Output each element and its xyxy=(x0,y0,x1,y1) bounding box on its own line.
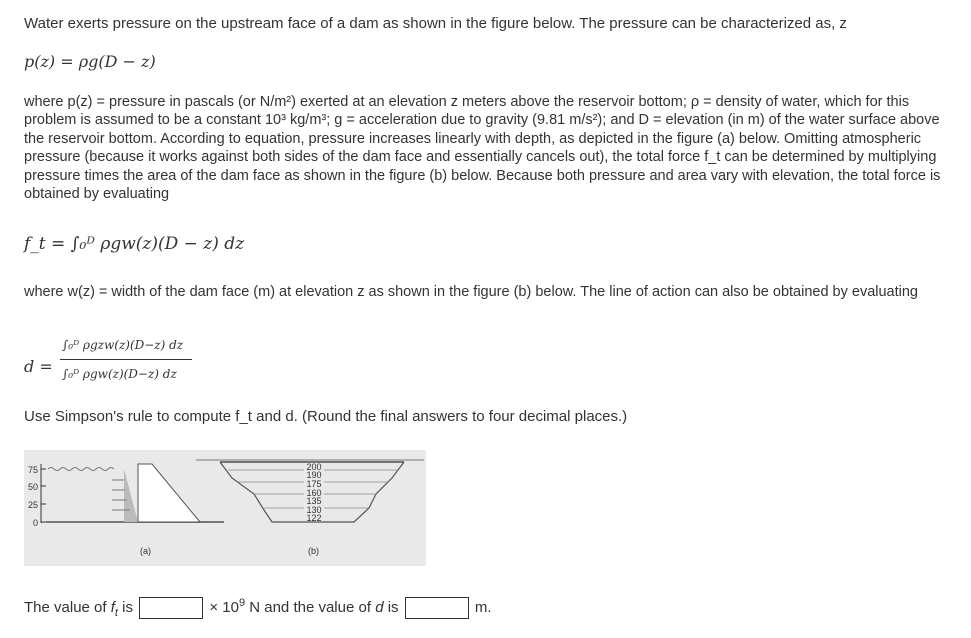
ft-symbol: f xyxy=(110,599,115,616)
width-130: 130 xyxy=(306,505,322,515)
width-200: 200 xyxy=(306,462,322,472)
d-symbol: d xyxy=(375,599,384,616)
pressure-equation: p(z) = ρg(D − z) xyxy=(24,52,156,71)
d-equation-denominator: ∫₀ᴰ ρgw(z)(D−z) dz xyxy=(62,367,177,381)
instruction-text: Use Simpson's rule to compute f_t and d. (Round the final answers to four decimal places.) xyxy=(24,408,628,425)
exponent: 9 xyxy=(238,597,246,609)
answer-row xyxy=(24,593,492,623)
answer-prefix: The value of xyxy=(24,599,107,616)
width-160: 160 xyxy=(306,488,322,498)
intro-text: Water exerts pressure on the upstream face of a dam as shown in the figure below. The pressure can be characterized as, z xyxy=(24,15,847,32)
tick-50: 50 xyxy=(27,482,38,492)
width-135: 135 xyxy=(306,496,322,506)
times-ten: × 10 xyxy=(209,599,239,616)
paragraph-width: where w(z) = width of the dam face (m) at elevation z as shown in the figure (b) below. The line of action can also be obtained by evaluating xyxy=(24,284,918,300)
tick-25: 25 xyxy=(27,500,38,510)
force-equation: f_t = ∫₀ᴰ ρgw(z)(D − z) dz xyxy=(24,234,245,254)
width-175: 175 xyxy=(306,479,322,489)
fraction-bar xyxy=(60,359,192,360)
d-equation-lhs: d = xyxy=(24,357,53,376)
answer-is-2: is xyxy=(387,599,399,616)
tick-75: 75 xyxy=(27,465,38,475)
d-equation-numerator: ∫₀ᴰ ρgzw(z)(D−z) dz xyxy=(62,338,184,352)
label-b: (b) xyxy=(308,546,319,556)
dam-figure xyxy=(24,450,426,566)
ft-subscript: t xyxy=(114,607,118,619)
width-122: 122 xyxy=(306,513,322,523)
dam-figure-svg xyxy=(24,450,426,566)
paragraph-definitions: where p(z) = pressure in pascals (or N/m²) exerted at an elevation z meters above the reservoir bottom; ρ = density of water, which for this problem is assumed to be a constant 10³ kg/m³; g = acceleration due to gravity (9.81 m/s²); and D = elevation (in m) of the water surface above the reservoir bottom. According to equation, pressure increases linearly with depth, as depicted in the figure (a) below. Omitting atmospheric pressure (because it works against both sides of the dam face and essentially cancels out), the total force f_t can be determined by multiplying pressure times the area of the dam face as shown in the figure (b) below. Because both pressure and area vary with elevation, the total force is obtained by evaluating xyxy=(24,94,941,203)
tick-0: 0 xyxy=(32,518,38,528)
answer-is-1: is xyxy=(122,599,133,616)
label-a: (a) xyxy=(140,546,151,556)
unit-label: m. xyxy=(474,599,492,616)
d-input[interactable] xyxy=(405,597,469,619)
answer-mid: N and the value of xyxy=(249,599,372,616)
ft-input[interactable] xyxy=(139,597,203,619)
width-190: 190 xyxy=(306,470,322,480)
